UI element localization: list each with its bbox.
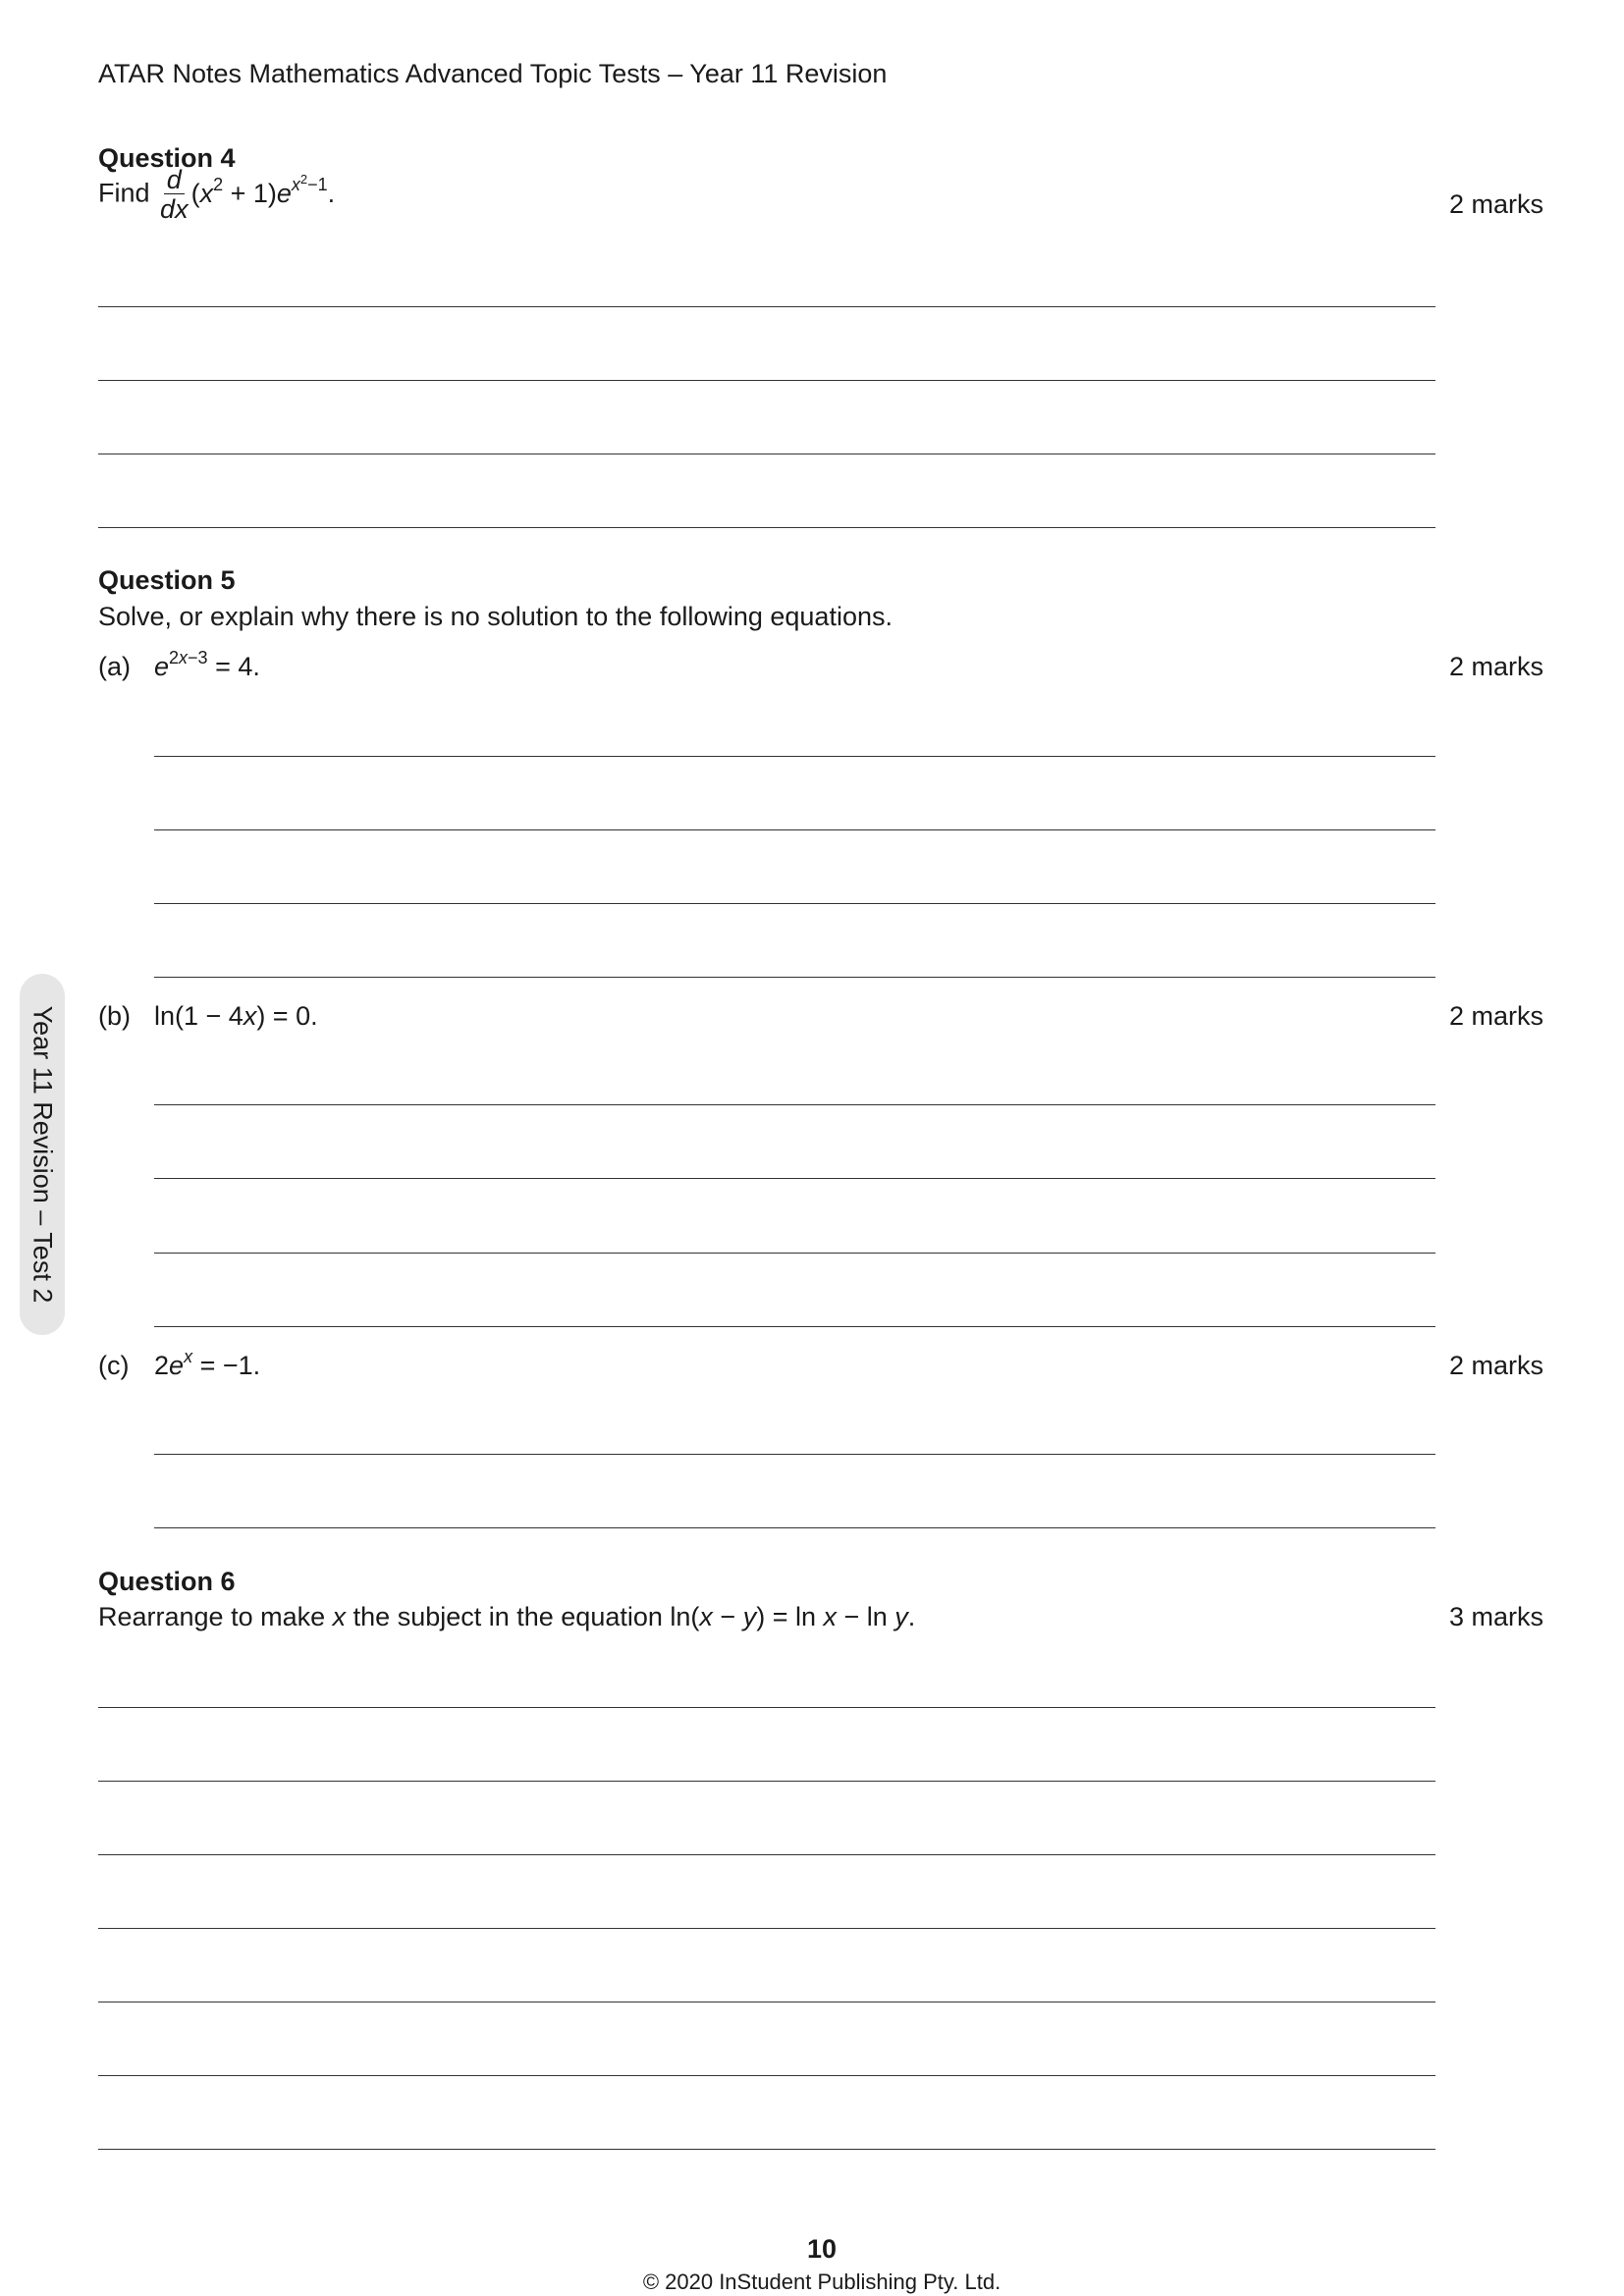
- question-5b: (b) ln(1 − 4x) = 0.: [98, 1001, 318, 1031]
- question-5-title: Question 5: [98, 565, 236, 595]
- question-4-prompt: Find $\frac{d}{dx}$ $(x^2 + 1)e^{x^2-1}$.: [98, 165, 336, 224]
- question-5c-marks: 2 marks: [1449, 1351, 1544, 1380]
- question-4-title: Question 4: [98, 143, 236, 173]
- answer-line[interactable]: [154, 1454, 1435, 1455]
- answer-line[interactable]: [98, 1854, 1435, 1855]
- answer-line[interactable]: [154, 903, 1435, 904]
- side-tab-label: Year 11 Revision – Test 2: [27, 1005, 58, 1304]
- question-5b-marks: 2 marks: [1449, 1001, 1544, 1031]
- answer-line[interactable]: [98, 380, 1435, 381]
- derivative-operator: $\frac{d}{dx}$: [160, 165, 189, 224]
- answer-line[interactable]: [154, 1253, 1435, 1254]
- page-number: 10: [806, 2234, 838, 2264]
- side-tab: [20, 974, 65, 1335]
- copyright: © 2020 InStudent Publishing Pty. Ltd.: [642, 2269, 1001, 2294]
- answer-line[interactable]: [154, 1178, 1435, 1179]
- answer-line[interactable]: [154, 756, 1435, 757]
- answer-line[interactable]: [98, 306, 1435, 307]
- answer-line[interactable]: [154, 1527, 1435, 1528]
- answer-line[interactable]: [154, 977, 1435, 978]
- question-6-title: Question 6: [98, 1567, 236, 1596]
- answer-line[interactable]: [98, 1707, 1435, 1708]
- answer-line[interactable]: [98, 1781, 1435, 1782]
- answer-line[interactable]: [154, 1326, 1435, 1327]
- question-6-marks: 3 marks: [1449, 1602, 1544, 1631]
- part-label: (c): [98, 1351, 130, 1380]
- question-4-marks: 2 marks: [1449, 189, 1544, 219]
- answer-line[interactable]: [98, 527, 1435, 528]
- answer-line[interactable]: [98, 2149, 1435, 2150]
- answer-line[interactable]: [98, 1928, 1435, 1929]
- question-5a: (a) $e^{2x-3} = 4$.: [98, 648, 260, 681]
- page-header: ATAR Notes Mathematics Advanced Topic Tests – Year 11 Revision: [98, 59, 888, 88]
- part-label: (a): [98, 652, 131, 681]
- answer-line[interactable]: [154, 1104, 1435, 1105]
- question-5-intro: Solve, or explain why there is no solution to the following equations.: [98, 602, 893, 631]
- question-5a-marks: 2 marks: [1449, 652, 1544, 681]
- question-5c: (c) $2e^x = -1$.: [98, 1347, 261, 1380]
- question-6-prompt: Rearrange to make x the subject in the equation ln(x − y) = ln x − ln y.: [98, 1602, 916, 1631]
- answer-line[interactable]: [98, 2075, 1435, 2076]
- part-label: (b): [98, 1001, 131, 1031]
- answer-line[interactable]: [154, 829, 1435, 830]
- find-label: Find: [98, 178, 150, 208]
